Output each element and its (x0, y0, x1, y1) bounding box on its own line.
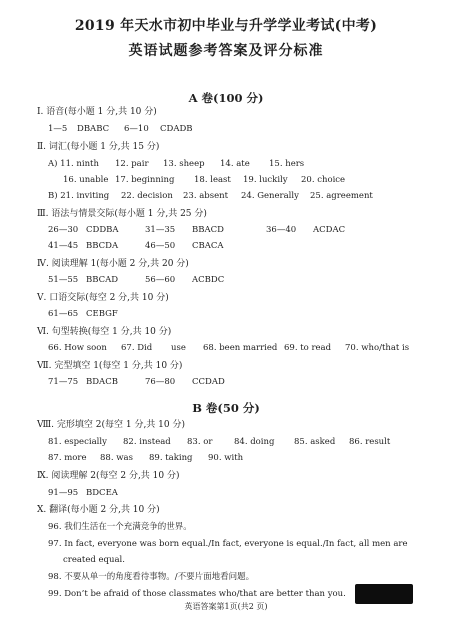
section-9-heading: Ⅸ. 阅读理解 2(每空 2 分,共 10 分) (37, 471, 180, 481)
answer-item: 88. was (100, 453, 133, 463)
answer-value: DBABC (77, 124, 110, 134)
section-10-heading: Ⅹ. 翻译(每小题 2 分,共 10 分) (37, 505, 160, 515)
answer-value: CEBGF (86, 309, 118, 319)
section-2-heading: Ⅱ. 词汇(每小题 1 分,共 15 分) (37, 142, 160, 152)
answer-range: 51—55 (48, 275, 79, 285)
answer-item: 25. agreement (310, 191, 373, 201)
answer-item: 70. who/that is (345, 343, 410, 353)
answer-item: 85. asked (294, 437, 336, 447)
answer-range: 41—45 (48, 241, 79, 251)
answer-item: 20. choice (301, 175, 346, 185)
section-8-heading: Ⅷ. 完形填空 2(每空 1 分,共 10 分) (37, 420, 185, 430)
answer-item: 90. with (208, 453, 244, 463)
answer-item: 18. least (194, 175, 231, 185)
answer-range: 46—50 (145, 241, 176, 251)
translation-96: 96. 我们生活在一个充满竞争的世界。 (48, 522, 192, 532)
answer-item: 67. Did (121, 343, 153, 353)
answer-item: 17. beginning (115, 175, 175, 185)
translation-98: 98. 不要从单一的角度看待事物。/不要片面地看问题。 (48, 572, 255, 582)
answer-range: 26—30 (48, 225, 79, 235)
volume-b-heading: B 卷(50 分) (192, 401, 260, 415)
answer-value: CCDAD (192, 377, 225, 387)
answer-value: BDACB (86, 377, 118, 387)
answer-range: 6—10 (124, 124, 149, 134)
section-4-heading: Ⅳ. 阅读理解 1(每小题 2 分,共 20 分) (37, 259, 189, 269)
answer-value: CDADB (160, 124, 193, 134)
answer-item: 14. ate (220, 159, 250, 169)
answer-item: 15. hers (269, 159, 305, 169)
answer-item: B) 21. inviting (48, 191, 110, 201)
answer-item: A) 11. ninth (48, 159, 99, 169)
answer-item: 23. absent (183, 191, 229, 201)
section-1-heading: Ⅰ. 语音(每小题 1 分,共 10 分) (37, 107, 157, 117)
answer-item: 19. luckily (243, 175, 288, 185)
section-3-heading: Ⅲ. 语法与情景交际(每小题 1 分,共 25 分) (37, 209, 207, 219)
answer-item: 24. Generally (241, 191, 299, 201)
answer-value: BBACD (192, 225, 224, 235)
answer-item: 13. sheep (163, 159, 205, 169)
answer-value: BBCAD (86, 275, 119, 285)
answer-value: BBCDA (86, 241, 119, 251)
section-5-heading: Ⅴ. 口语交际(每空 2 分,共 10 分) (37, 293, 169, 303)
answer-item: use (171, 343, 186, 353)
answer-range: 1—5 (48, 124, 68, 134)
translation-97: 97. In fact, everyone was born equal./In fact, everyone is equal./In fact, all men are (48, 539, 408, 549)
answer-item: 12. pair (115, 159, 149, 169)
answer-item: 82. instead (123, 437, 171, 447)
answer-item: 81. especially (48, 437, 107, 447)
answer-item: 86. result (349, 437, 391, 447)
answer-item: 83. or (187, 437, 213, 447)
answer-range: 36—40 (266, 225, 297, 235)
translation-97-continued: created equal. (63, 555, 125, 565)
answer-range: 76—80 (145, 377, 176, 387)
answer-item: 89. taking (149, 453, 193, 463)
answer-item: 68. been married (203, 343, 278, 353)
answer-range: 91—95 (48, 488, 79, 498)
answer-item: 69. to read (284, 343, 332, 353)
document-title: 2019 年天水市初中毕业与升学学业考试(中考) (74, 18, 378, 34)
answer-range: 56—60 (145, 275, 176, 285)
answer-item: 87. more (48, 453, 87, 463)
answer-value: CDDBA (86, 225, 119, 235)
section-7-heading: Ⅶ. 完型填空 1(每空 1 分,共 10 分) (37, 361, 183, 371)
answer-item: 84. doing (234, 437, 275, 447)
answer-value: BDCEA (86, 488, 118, 498)
answer-range: 31—35 (145, 225, 176, 235)
translation-99: 99. Don’t be afraid of those classmates who/that are better than you. (48, 589, 346, 599)
answer-item: 66. How soon (48, 343, 107, 353)
document-subtitle: 英语试题参考答案及评分标准 (128, 43, 324, 59)
answer-value: ACBDC (192, 275, 225, 285)
answer-range: 71—75 (48, 377, 79, 387)
volume-a-heading: A 卷(100 分) (188, 91, 264, 105)
answer-item: 22. decision (121, 191, 173, 201)
section-6-heading: Ⅵ. 句型转换(每空 1 分,共 10 分) (37, 327, 172, 337)
answer-value: ACDAC (313, 225, 346, 235)
answer-range: 61—65 (48, 309, 79, 319)
answer-item: 16. unable (63, 175, 109, 185)
page-footer: 英语答案第1页(共2 页) (184, 602, 268, 611)
answer-value: CBACA (192, 241, 224, 251)
